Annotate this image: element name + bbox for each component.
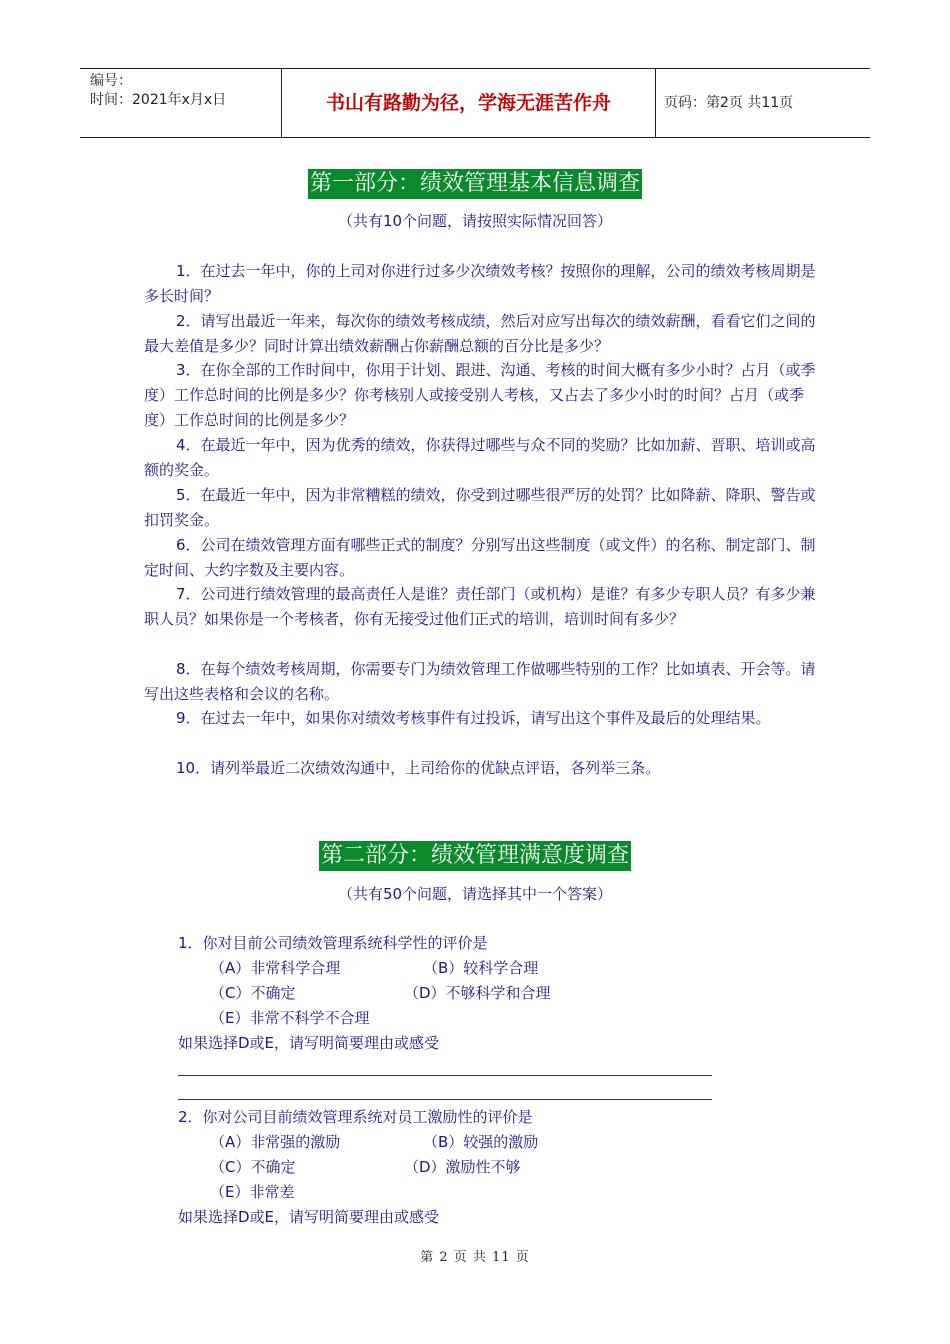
part1-subtitle: （共有10个问题，请按照实际情况回答） <box>337 212 613 230</box>
part1-question-8: 8．在每个绩效考核周期，你需要专门为绩效管理工作做哪些特别的工作？比如填表、开会等。请写出这些表格和会议的名称。 <box>144 660 816 703</box>
part2-q1-note: 如果选择D或E，请写明简要理由或感受 <box>178 1034 440 1052</box>
part2-q2-option-c: （C）不确定 <box>210 1158 296 1176</box>
part2-q2-option-a: （A）非常强的激励 <box>210 1133 341 1151</box>
part2-q1-option-e: （E）非常不科学不合理 <box>210 1009 370 1027</box>
part2-title: 第二部分：绩效管理满意度调查 <box>0 841 950 871</box>
part2-q1-text: 1．你对目前公司绩效管理系统科学性的评价是 <box>178 934 488 952</box>
part1-title: 第一部分：绩效管理基本信息调查 <box>0 169 950 199</box>
part1-question-7: 7．公司进行绩效管理的最高责任人是谁？责任部门（或机构）是谁？有多少专职人员？有多少兼职人员？如果你是一个考核者，你有无接受过他们正式的培训，培训时间有多少？ <box>144 585 816 628</box>
part2-q2-option-e: （E）非常差 <box>210 1183 295 1201</box>
part1-question-2: 2．请写出最近一年来，每次你的绩效考核成绩，然后对应写出每次的绩效薪酬，看看它们之间的最大差值是多少？同时计算出绩效薪酬占你薪酬总额的百分比是多少？ <box>144 312 816 355</box>
part1-question-6: 6．公司在绩效管理方面有哪些正式的制度？分别写出这些制度（或文件）的名称、制定部门、制定时间、大约字数及主要内容。 <box>144 536 816 579</box>
time-label: 时间：2021年x月x日 <box>90 92 227 108</box>
part1-question-3: 3．在你全部的工作时间中，你用于计划、跟进、沟通、考核的时间大概有多少小时？占月（或季度）工作总时间的比例是多少？你考核别人或接受别人考核，又占去了多少小时的时间？占月（或季度）工作总时间的比例是多少？ <box>144 361 816 429</box>
page-footer: 第 2 页 共 11 页 <box>420 1250 530 1265</box>
part2-q2-text: 2．你对公司目前绩效管理系统对员工激励性的评价是 <box>178 1108 533 1126</box>
part1-question-9: 9．在过去一年中，如果你对绩效考核事件有过投诉，请写出这个事件及最后的处理结果。 <box>176 709 771 727</box>
part1-question-4: 4．在最近一年中，因为优秀的绩效，你获得过哪些与众不同的奖励？比如加薪、晋职、培训或高额的奖金。 <box>144 436 816 479</box>
part1-question-1: 1．在过去一年中，你的上司对你进行过多少次绩效考核？按照你的理解，公司的绩效考核周期是多长时间？ <box>144 262 816 305</box>
page-header <box>80 68 870 138</box>
code-label: 编号： <box>90 73 132 89</box>
header-motto: 书山有路勤为径，学海无涯苦作舟 <box>282 69 656 137</box>
header-meta <box>80 69 282 137</box>
part2-q2-option-b: （B）较强的激励 <box>423 1133 539 1151</box>
part2-subtitle: （共有50个问题，请选择其中一个答案） <box>337 885 613 903</box>
part2-q1-option-c: （C）不确定 <box>210 984 296 1002</box>
part1-question-5: 5．在最近一年中，因为非常糟糕的绩效，你受到过哪些很严厉的处罚？比如降薪、降职、警告或扣罚奖金。 <box>144 486 816 529</box>
answer-line <box>178 1099 712 1100</box>
part2-q2-note: 如果选择D或E，请写明简要理由或感受 <box>178 1208 440 1226</box>
part2-q1-option-b: （B）较科学合理 <box>423 959 539 977</box>
part2-q1-option-a: （A）非常科学合理 <box>210 959 341 977</box>
part2-q2-option-d: （D）激励性不够 <box>404 1158 521 1176</box>
header-page-info: 页码：第2页 共11页 <box>664 95 794 111</box>
answer-line <box>178 1075 712 1076</box>
part1-question-10: 10．请列举最近二次绩效沟通中，上司给你的优缺点评语，各列举三条。 <box>176 759 661 777</box>
part2-q1-option-d: （D）不够科学和合理 <box>404 984 551 1002</box>
